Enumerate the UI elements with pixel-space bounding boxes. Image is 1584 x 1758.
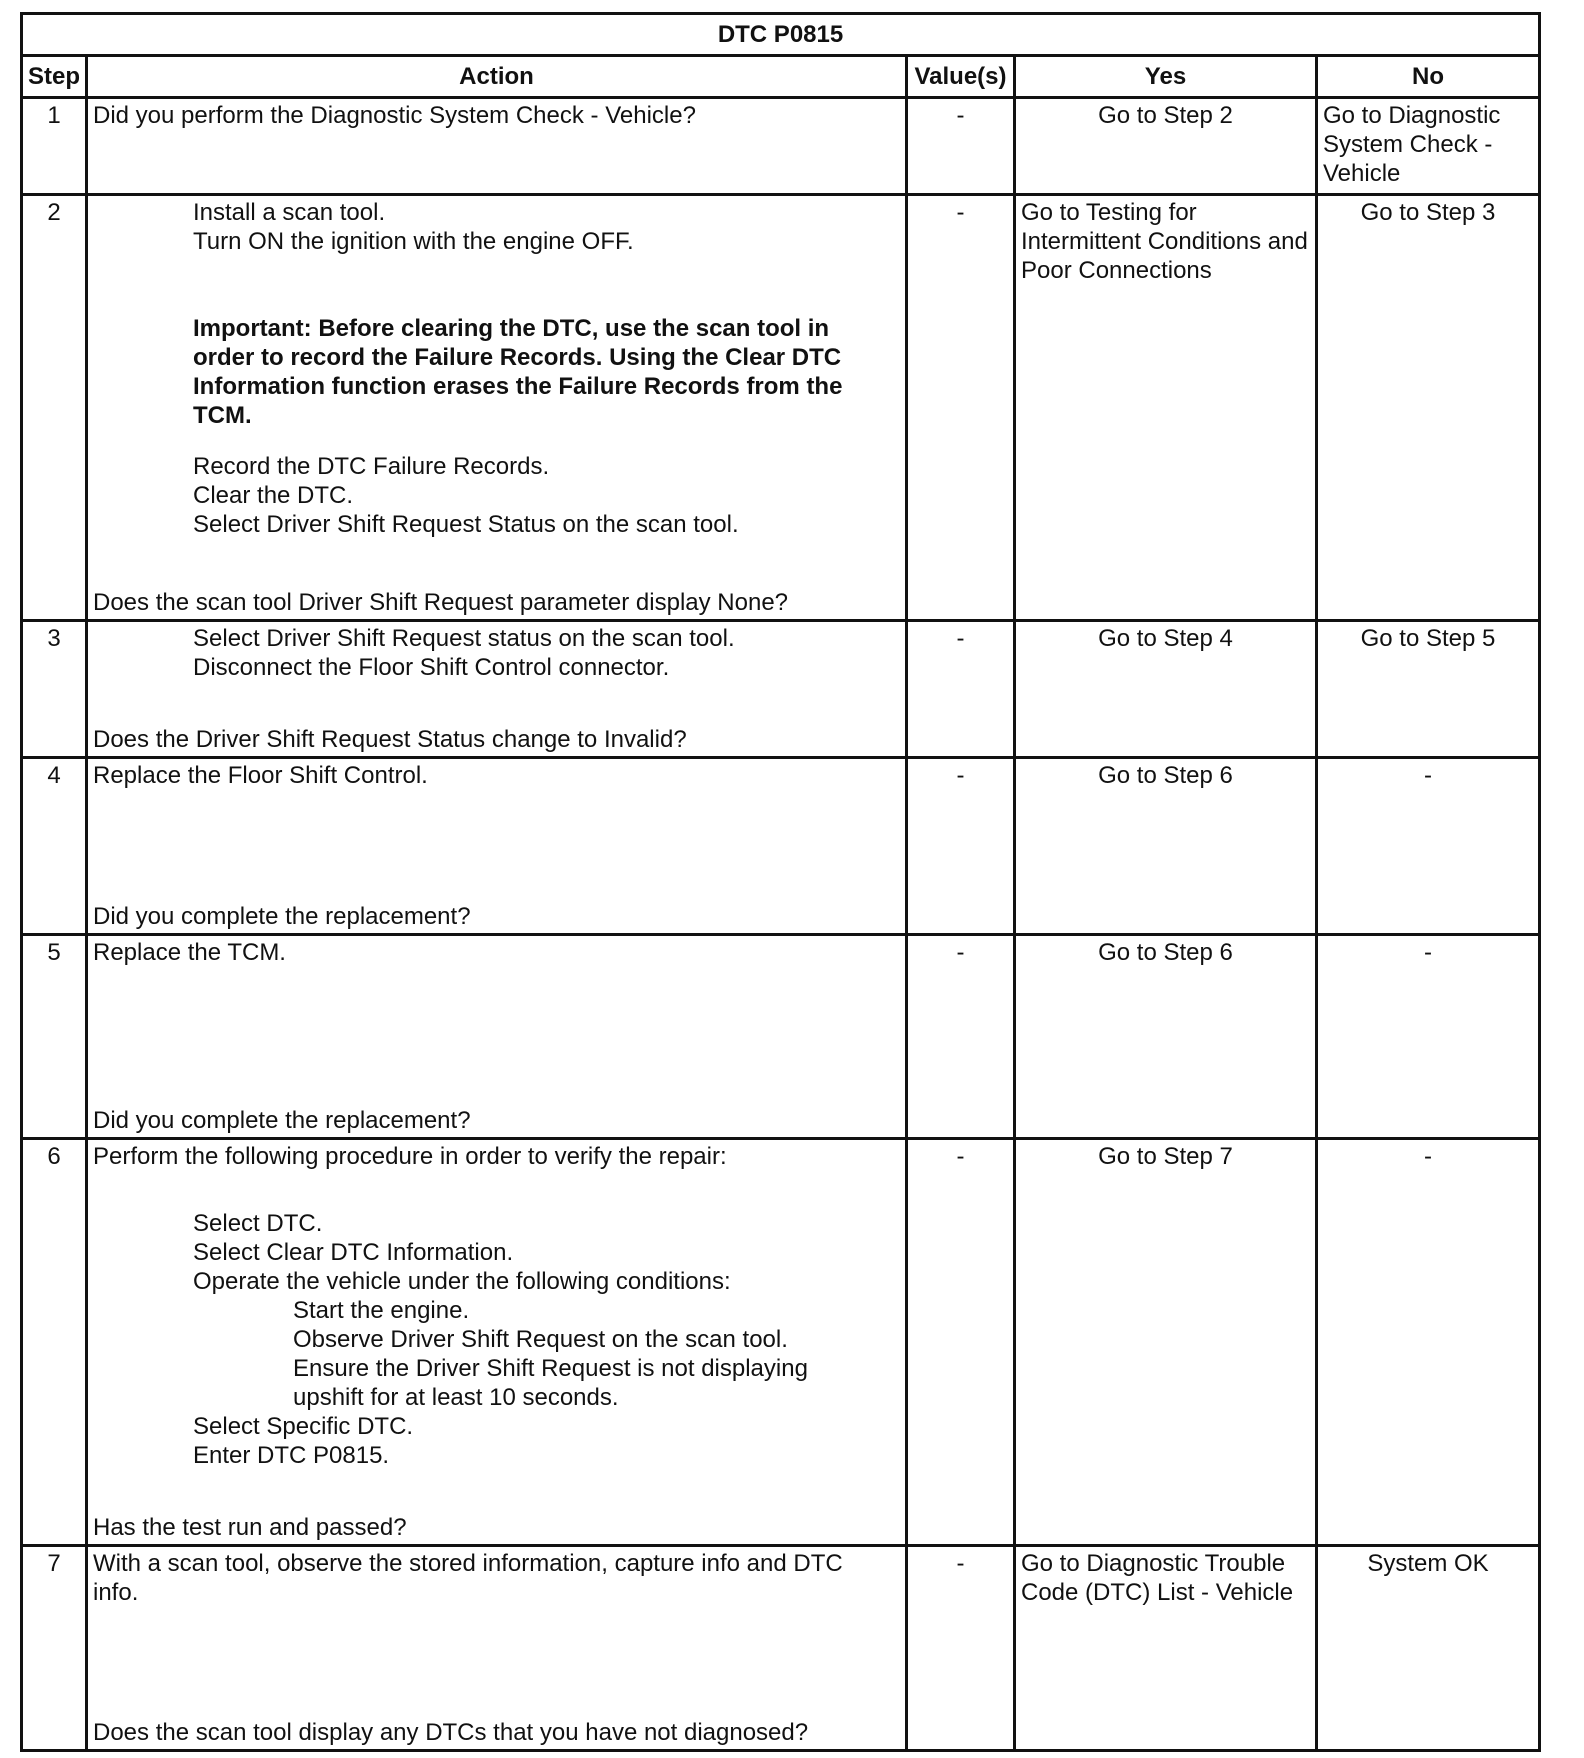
step-number: 7 xyxy=(22,1546,87,1751)
value-cell: - xyxy=(907,98,1015,195)
action-cell xyxy=(87,195,907,621)
action-cell xyxy=(87,98,907,195)
yes-cell: Go to Step 6 xyxy=(1015,758,1317,935)
value-cell: - xyxy=(907,621,1015,758)
step-number: 1 xyxy=(22,98,87,195)
action-cell xyxy=(87,1139,907,1546)
no-cell: - xyxy=(1317,758,1540,935)
action-text: Perform the following procedure in order to verify the repair: xyxy=(93,1143,727,1170)
table-row xyxy=(22,935,1540,1139)
dtc-table xyxy=(20,12,1541,1752)
table-title: DTC P0815 xyxy=(22,14,1540,56)
substep: Enter DTC P0815. xyxy=(193,1442,390,1469)
table-row xyxy=(22,1139,1540,1546)
header-action: Action xyxy=(87,56,907,98)
yes-cell: Go to Diagnostic Trouble Code (DTC) List - Vehicle xyxy=(1015,1546,1317,1751)
header-row xyxy=(22,56,1540,98)
table-row xyxy=(22,195,1540,621)
action-cell xyxy=(87,621,907,758)
question: Does the Driver Shift Request Status change to Invalid? xyxy=(93,726,687,753)
substep: Disconnect the Floor Shift Control connector. xyxy=(193,654,670,681)
substep: Select Specific DTC. xyxy=(193,1413,414,1440)
no-cell: - xyxy=(1317,1139,1540,1546)
substep: Install a scan tool. xyxy=(193,199,386,226)
action-cell xyxy=(87,758,907,935)
important-note: Important: Before clearing the DTC, use the scan tool in order to record the Failure Records. Using the Clear DTC Information function erases the Failure Records from the TCM. xyxy=(193,315,843,429)
table-row xyxy=(22,1546,1540,1751)
action-text: With a scan tool, observe the stored information, capture info and DTC info. xyxy=(93,1550,843,1606)
nested-substep: Observe Driver Shift Request on the scan tool. xyxy=(293,1326,788,1353)
value-cell: - xyxy=(907,195,1015,621)
no-cell: System OK xyxy=(1317,1546,1540,1751)
substep: Record the DTC Failure Records. xyxy=(193,453,550,480)
step-number: 5 xyxy=(22,935,87,1139)
yes-cell: Go to Step 6 xyxy=(1015,935,1317,1139)
substep: Select DTC. xyxy=(193,1210,323,1237)
substep: Operate the vehicle under the following conditions: xyxy=(193,1268,731,1295)
substep: Select Driver Shift Request Status on the scan tool. xyxy=(193,511,739,538)
yes-cell: Go to Testing for Intermittent Conditions and Poor Connections xyxy=(1015,195,1317,621)
question: Has the test run and passed? xyxy=(93,1514,407,1541)
header-values: Value(s) xyxy=(907,56,1015,98)
step-number: 6 xyxy=(22,1139,87,1546)
question: Does the scan tool Driver Shift Request parameter display None? xyxy=(93,589,789,616)
no-cell: Go to Step 3 xyxy=(1317,195,1540,621)
header-yes: Yes xyxy=(1015,56,1317,98)
title-row xyxy=(22,14,1540,56)
step-number: 2 xyxy=(22,195,87,621)
step-number: 3 xyxy=(22,621,87,758)
action-cell xyxy=(87,935,907,1139)
dtc-document xyxy=(20,12,1538,1746)
value-cell: - xyxy=(907,935,1015,1139)
action-text: Replace the Floor Shift Control. xyxy=(93,762,428,789)
yes-cell: Go to Step 4 xyxy=(1015,621,1317,758)
no-cell: Go to Step 5 xyxy=(1317,621,1540,758)
value-cell: - xyxy=(907,1546,1015,1751)
substep: Select Driver Shift Request status on the scan tool. xyxy=(193,625,735,652)
yes-cell: Go to Step 2 xyxy=(1015,98,1317,195)
question: Does the scan tool display any DTCs that you have not diagnosed? xyxy=(93,1719,809,1746)
question: Did you complete the replacement? xyxy=(93,903,471,930)
yes-cell: Go to Step 7 xyxy=(1015,1139,1317,1546)
nested-substep: Ensure the Driver Shift Request is not displaying upshift for at least 10 seconds. xyxy=(293,1355,808,1411)
no-cell: - xyxy=(1317,935,1540,1139)
header-no: No xyxy=(1317,56,1540,98)
value-cell: - xyxy=(907,758,1015,935)
nested-substep: Start the engine. xyxy=(293,1297,470,1324)
step-number: 4 xyxy=(22,758,87,935)
substep: Select Clear DTC Information. xyxy=(193,1239,514,1266)
header-step: Step xyxy=(22,56,87,98)
table-row xyxy=(22,621,1540,758)
value-cell: - xyxy=(907,1139,1015,1546)
no-cell: Go to Diagnostic System Check - Vehicle xyxy=(1317,98,1540,195)
action-text: Did you perform the Diagnostic System Check - Vehicle? xyxy=(93,102,696,129)
table-row xyxy=(22,98,1540,195)
action-cell xyxy=(87,1546,907,1751)
question: Did you complete the replacement? xyxy=(93,1107,471,1134)
substep: Clear the DTC. xyxy=(193,482,354,509)
table-row xyxy=(22,758,1540,935)
substep: Turn ON the ignition with the engine OFF. xyxy=(193,228,634,255)
action-text: Replace the TCM. xyxy=(93,939,286,966)
